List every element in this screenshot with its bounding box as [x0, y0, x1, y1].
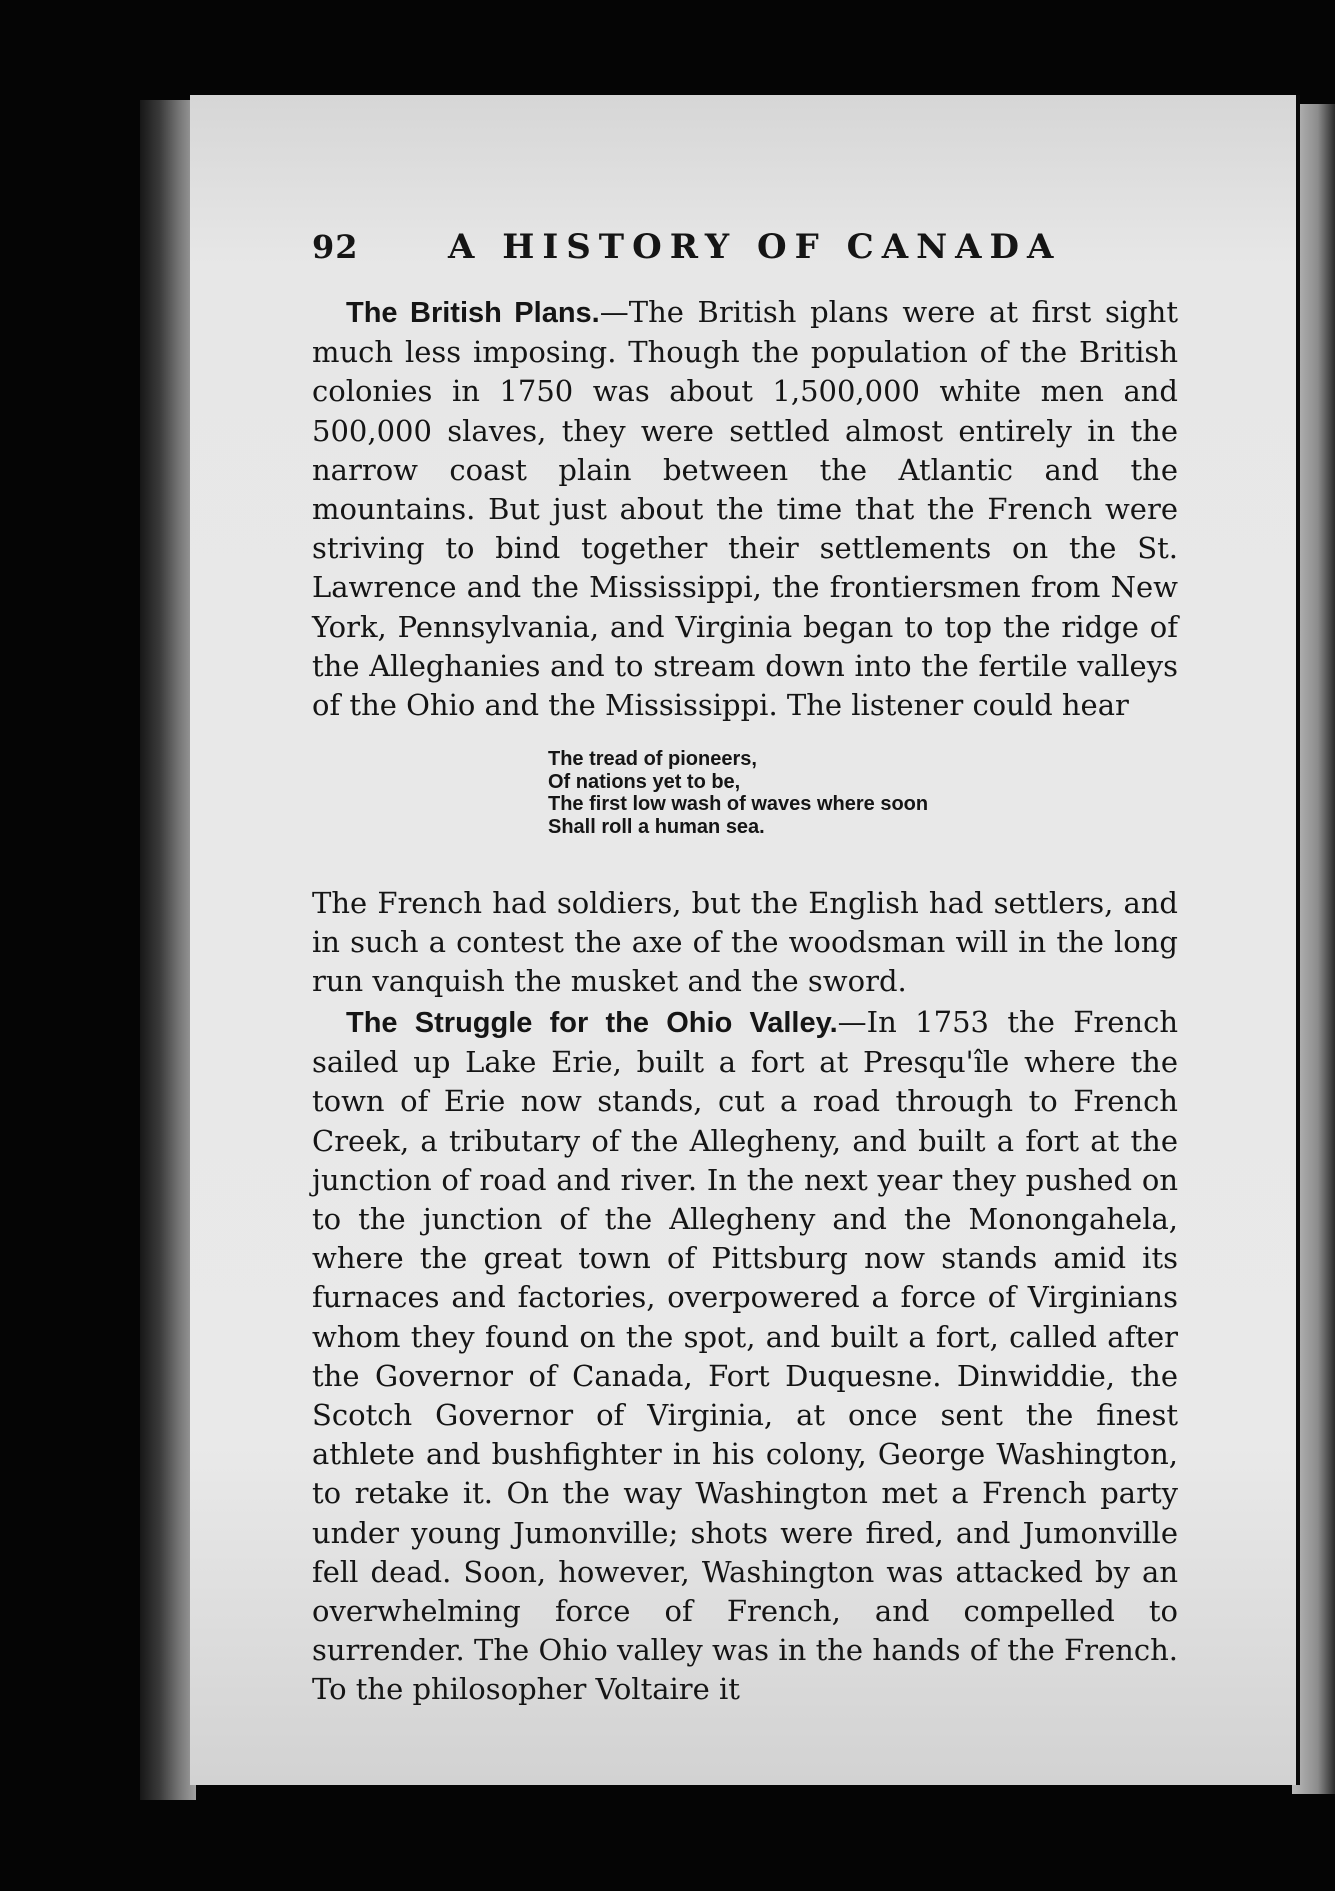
running-title: A HISTORY OF CANADA: [448, 227, 1062, 267]
paragraph-text-ohio-valley: —In 1753 the French sailed up Lake Erie, built a fort at Presqu'île where the town of Erie now stands, cut a road through to French Creek, a tributary of the Allegheny, and built a fort at the junction of road and river. In the next year they pushed on to the junction of the Allegheny and the Monongahela, where the great town of Pittsburg now stands amid its furnaces and factories, overpowered a force of Virginians whom they found on the spot, and built a fort, called after the Governor of Canada, Fort Duquesne. Dinwiddie, the Scotch Governor of Virginia, at once sent the finest athlete and bushfighter in his colony, George Washington, to retake it. On the way Washington met a French party under young Jumonville; shots were fired, and Jumonville fell dead. Soon, however, Washington was attacked by an overwhelming force of French, and compelled to surrender. The Ohio valley was in the hands of the French. To the philosopher Voltaire it: [312, 1005, 1178, 1707]
paragraph-text-continuation: The French had soldiers, but the English had settlers, and in such a contest the axe of the woodsman will in the long run vanquish the musket and the sword.: [312, 886, 1178, 999]
paragraph-continuation: [312, 884, 1178, 1002]
paragraph-british-plans: [312, 293, 1178, 725]
paragraph-text-british-plans: —The British plans were at first sight much less imposing. Though the population of the British colonies in 1750 was about 1,500,000 white men and 500,000 slaves, they were settled almost entirely in the narrow coast plain between the Atlantic and the mountains. But just about the time that the French were striving to bind together their settlements on the St. Lawrence and the Mississippi, the frontiersmen from New York, Pennsylvania, and Virginia began to top the ridge of the Alleghanies and to stream down into the fertile valleys of the Ohio and the Mississippi. The listener could hear: [312, 295, 1178, 723]
verse-line: The first low wash of waves where soon: [548, 793, 929, 815]
section-heading-ohio-valley: The Struggle for the Ohio Valley.: [346, 1007, 838, 1039]
verse-line: Of nations yet to be,: [548, 770, 741, 793]
page-header: [312, 228, 1092, 272]
section-heading-british-plans: The British Plans.: [346, 297, 600, 329]
verse-line: Shall roll a human sea.: [548, 815, 765, 838]
paragraph-ohio-valley: [312, 1003, 1178, 1710]
verse-line: The tread of pioneers,: [548, 748, 757, 770]
page-number: 92: [312, 228, 359, 266]
verse-quotation: [548, 748, 1028, 838]
book-spine: [140, 100, 196, 1800]
